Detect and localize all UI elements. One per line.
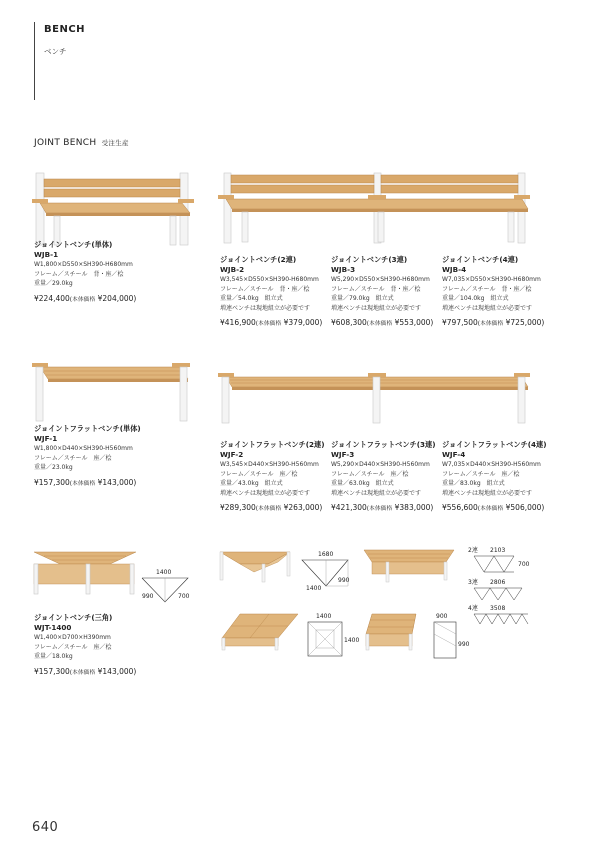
product-spec: W5,290×D550×SH390-H680mm <box>331 276 430 283</box>
bench-wjf1-image <box>32 355 192 425</box>
product-spec: フレーム／スチール 座／桧 <box>220 470 298 478</box>
product-price: ¥416,900(本体価格 ¥379,000) <box>220 318 323 328</box>
ren2-width: 2103 <box>490 547 506 554</box>
product-code: WJT-1400 <box>34 623 72 632</box>
product-spec: 重量／63.0kg 組立式 <box>331 480 394 488</box>
dim-side: 990 <box>142 593 154 600</box>
product-name: ジョイントベンチ(4連) <box>442 255 519 264</box>
product-code: WJB-3 <box>331 265 356 274</box>
product-name: ジョイントフラットベンチ(2連) <box>220 440 325 449</box>
product-spec: 重量／79.0kg 組立式 <box>331 295 394 303</box>
product-spec: W7,035×D550×SH390-H680mm <box>442 276 541 283</box>
dim-height: 990 <box>338 577 350 584</box>
dim-height: 990 <box>458 641 470 648</box>
dim-width: 1400 <box>316 613 332 620</box>
page-subtitle: ベンチ <box>44 47 67 56</box>
dim-width: 900 <box>436 613 448 620</box>
section-title <box>34 138 129 148</box>
bench-wjb-multi-image <box>218 165 530 245</box>
product-spec: 増連ベンチは現地組立が必要です <box>331 304 422 312</box>
product-name: ジョイントベンチ(3連) <box>331 255 408 264</box>
product-price: ¥421,300(本体価格 ¥383,000) <box>331 503 434 513</box>
product-price: ¥556,600(本体価格 ¥506,000) <box>442 503 545 513</box>
product-spec: 重量／23.0kg <box>34 464 73 472</box>
product-code: WJF-2 <box>220 450 244 459</box>
product-spec: W1,800×D440×SH390-H560mm <box>34 445 133 452</box>
section-note: 受注生産 <box>101 139 129 147</box>
product-name: ジョイントフラットベンチ(3連) <box>331 440 436 449</box>
product-code: WJF-4 <box>442 450 466 459</box>
dim-side: 1400 <box>306 585 322 592</box>
ren4-label: 4連 <box>468 605 478 612</box>
product-code: WJF-1 <box>34 434 58 443</box>
config-rect-photo <box>362 612 422 654</box>
section-name: JOINT BENCH <box>34 138 97 148</box>
product-spec: 重量／54.0kg 組立式 <box>220 295 283 303</box>
product-wjf-4 <box>442 440 592 514</box>
config-diamond-photo <box>218 548 294 584</box>
product-spec: 重量／18.0kg <box>34 653 73 661</box>
product-name: ジョイントフラットベンチ(単体) <box>34 424 141 433</box>
product-spec: フレーム／スチール 背・座／桧 <box>34 270 124 278</box>
product-spec: 増連ベンチは現地組立が必要です <box>220 489 311 497</box>
product-spec: 重量／83.0kg 組立式 <box>442 480 505 488</box>
config-row-photo <box>360 546 460 584</box>
diamond-plan-diagram <box>298 546 356 596</box>
product-name: ジョイントベンチ(2連) <box>220 255 297 264</box>
bench-wjt-image <box>32 548 142 598</box>
bench-wjb1-image <box>32 165 192 245</box>
product-spec: 重量／43.0kg 組立式 <box>220 480 283 488</box>
product-wjb-4 <box>442 255 592 329</box>
product-spec: W3,545×D550×SH390-H680mm <box>220 276 319 283</box>
product-name: ジョイントベンチ(三角) <box>34 613 113 622</box>
product-code: WJB-2 <box>220 265 245 274</box>
product-spec: フレーム／スチール 背・座／桧 <box>442 285 532 293</box>
rect-plan-diagram <box>430 612 470 664</box>
bench-wjf-multi-image <box>218 365 530 425</box>
product-spec: 増連ベンチは現地組立が必要です <box>220 304 311 312</box>
product-wjt-1400 <box>34 613 184 678</box>
product-price: ¥797,500(本体価格 ¥725,000) <box>442 318 545 328</box>
ren3-width: 2806 <box>490 579 506 586</box>
header-rule <box>34 22 35 100</box>
product-spec: W7,035×D440×SH390-H560mm <box>442 461 541 468</box>
product-price: ¥157,300(本体価格 ¥143,000) <box>34 477 137 487</box>
ren4-width: 3508 <box>490 605 506 612</box>
product-spec: 増連ベンチは現地組立が必要です <box>442 489 533 497</box>
product-price: ¥224,400(本体価格 ¥204,000) <box>34 293 137 303</box>
product-spec: フレーム／スチール 座／桧 <box>442 470 520 478</box>
product-code: WJB-1 <box>34 250 59 259</box>
product-name: ジョイントベンチ(単体) <box>34 240 113 249</box>
product-code: WJF-3 <box>331 450 355 459</box>
page-title: BENCH <box>44 24 86 35</box>
page-number: 640 <box>32 820 59 835</box>
ren2-height: 700 <box>518 561 530 568</box>
product-spec: 重量／104.0kg 組立式 <box>442 295 509 303</box>
product-price: ¥157,300(本体価格 ¥143,000) <box>34 666 137 676</box>
product-spec: フレーム／スチール 座／桧 <box>34 454 112 462</box>
product-spec: 重量／29.0kg <box>34 280 73 288</box>
product-spec: 増連ベンチは現地組立が必要です <box>331 489 422 497</box>
product-price: ¥608,300(本体価格 ¥553,000) <box>331 318 434 328</box>
product-spec: W5,290×D440×SH390-H560mm <box>331 461 430 468</box>
config-square-photo <box>218 612 298 652</box>
product-wjf-1 <box>34 424 184 489</box>
dim-width: 1680 <box>318 551 334 558</box>
triangle-plan-diagram <box>138 568 198 613</box>
dim-height: 1400 <box>344 637 360 644</box>
product-name: ジョイントフラットベンチ(4連) <box>442 440 547 449</box>
dim-height: 700 <box>178 593 190 600</box>
product-spec: W3,545×D440×SH390-H560mm <box>220 461 319 468</box>
product-spec: W1,400×D700×H390mm <box>34 634 111 641</box>
product-spec: フレーム／スチール 座／桧 <box>34 643 112 651</box>
product-wjb-1 <box>34 240 184 305</box>
square-plan-diagram <box>304 612 360 662</box>
multi-joint-plan-diagrams <box>468 546 548 626</box>
product-spec: W1,800×D550×SH390-H680mm <box>34 261 133 268</box>
product-spec: 増連ベンチは現地組立が必要です <box>442 304 533 312</box>
product-code: WJB-4 <box>442 265 467 274</box>
product-spec: フレーム／スチール 背・座／桧 <box>220 285 310 293</box>
product-price: ¥289,300(本体価格 ¥263,000) <box>220 503 323 513</box>
product-spec: フレーム／スチール 背・座／桧 <box>331 285 421 293</box>
product-spec: フレーム／スチール 座／桧 <box>331 470 409 478</box>
ren3-label: 3連 <box>468 579 478 586</box>
dim-width: 1400 <box>156 569 172 576</box>
ren2-label: 2連 <box>468 547 478 554</box>
